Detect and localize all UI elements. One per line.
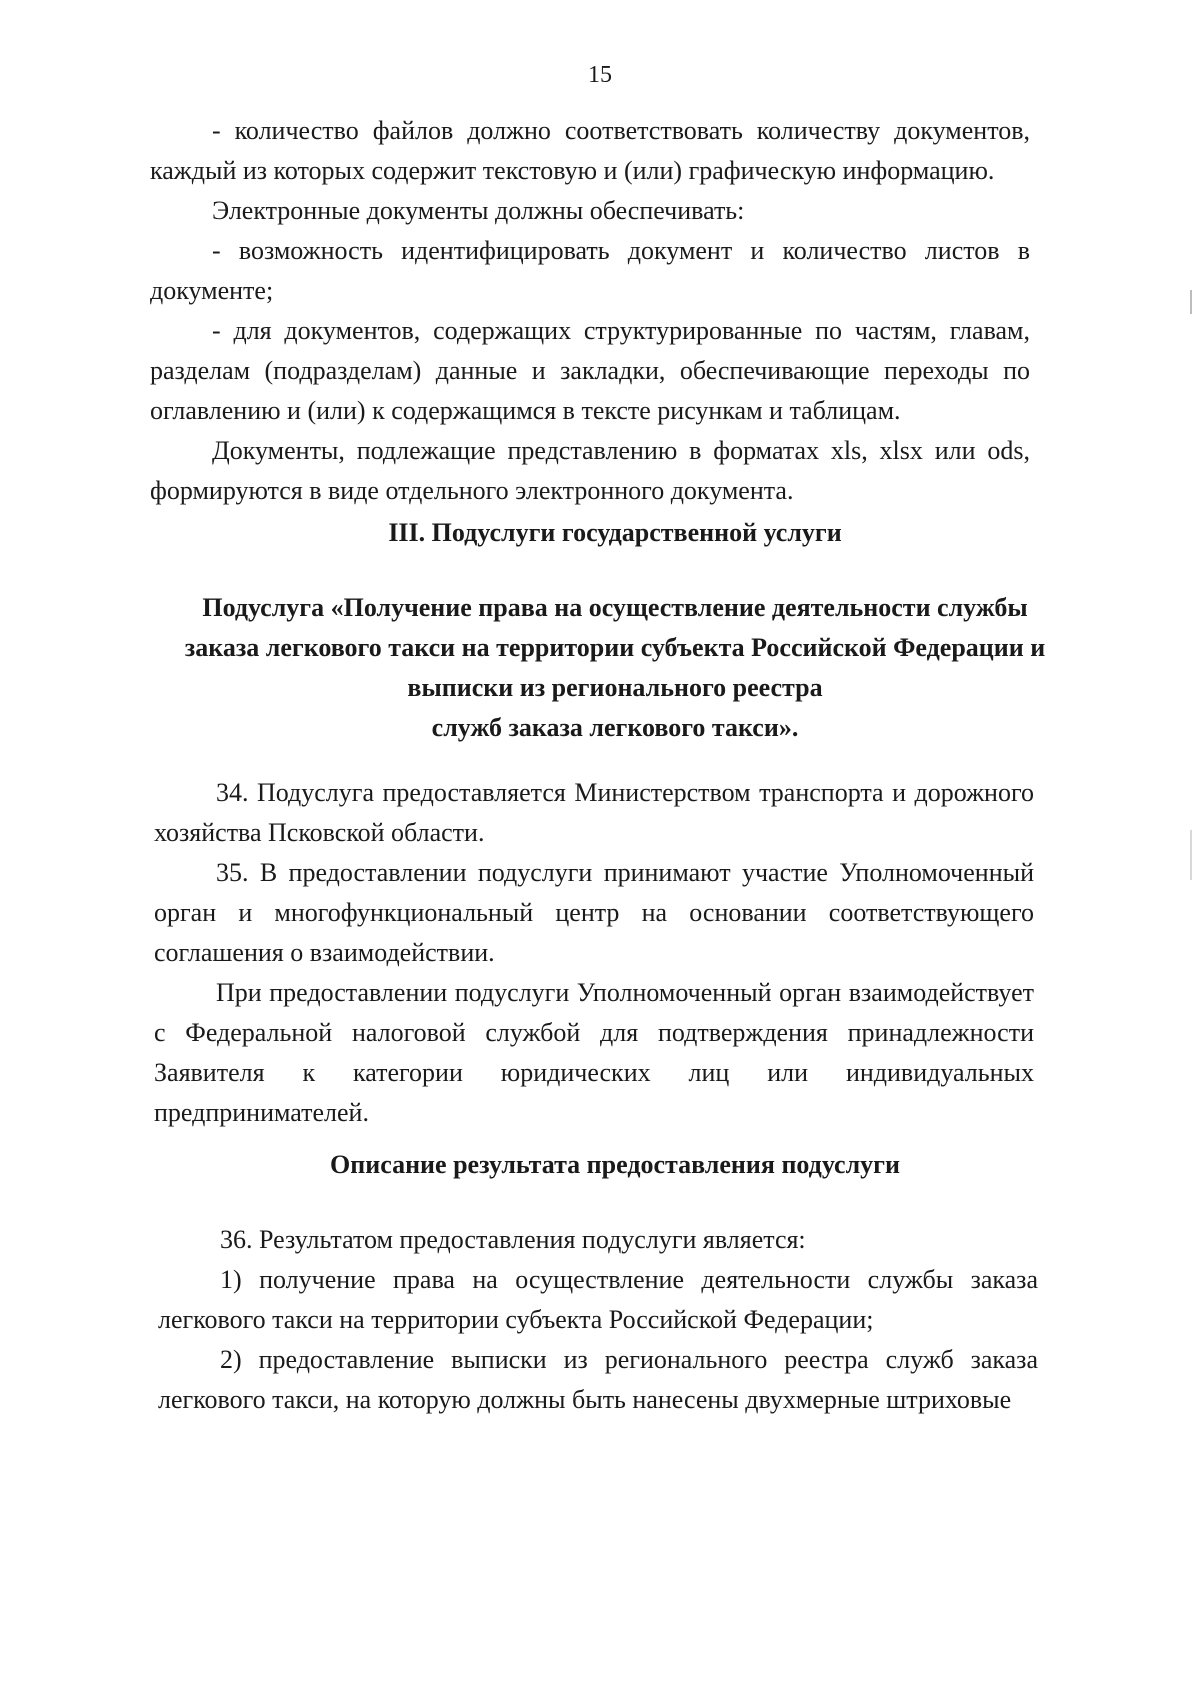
paragraph: 36. Результатом предоставления подуслуги является: bbox=[220, 1225, 806, 1254]
paragraph: Документы, подлежащие представлению в форматах xls, xlsx или ods, формируются в виде отдельного электронного документа. bbox=[150, 436, 1030, 505]
text-block-formats bbox=[150, 111, 1030, 511]
subsection-title-line: Подуслуга «Получение права на осуществление деятельности службы bbox=[202, 593, 1028, 622]
paragraph: Электронные документы должны обеспечивать: bbox=[212, 196, 745, 225]
paragraph: 2) предоставление выписки из регионального реестра служб заказа легкового такси, на которую должны быть нанесены двухмерные штриховые bbox=[158, 1345, 1038, 1414]
result-title: Описание результата предоставления подуслуги bbox=[330, 1150, 900, 1179]
page-number: 15 bbox=[588, 62, 612, 88]
text-block-result bbox=[158, 1220, 1038, 1420]
paragraph: 35. В предоставлении подуслуги принимают участие Уполномоченный орган и многофункциональный центр на основании соответствующего соглашения о взаимодействии. bbox=[154, 858, 1034, 967]
scan-artifact bbox=[1190, 830, 1192, 880]
subsection-title-line: заказа легкового такси на территории субъекта Российской Федерации и bbox=[184, 633, 1046, 662]
paragraph: - количество файлов должно соответствовать количеству документов, каждый из которых содержит текстовую и (или) графическую информацию. bbox=[150, 116, 1030, 185]
subsection-title bbox=[150, 588, 1080, 748]
paragraph: - возможность идентифицировать документ и количество листов в документе; bbox=[150, 236, 1030, 305]
text-block-subservice bbox=[154, 773, 1034, 1133]
paragraph: 1) получение права на осуществление деятельности службы заказа легкового такси на территории субъекта Российской Федерации; bbox=[158, 1265, 1038, 1334]
subsection-title-line: выписки из регионального реестра bbox=[407, 673, 823, 702]
subsection-title-line: служб заказа легкового такси». bbox=[431, 713, 799, 742]
scan-artifact bbox=[1190, 290, 1192, 314]
paragraph: - для документов, содержащих структурированные по частям, главам, разделам (подразделам) данные и закладки, обеспечивающие переходы по оглавлению и (или) к содержащимся в тексте рисункам и таблицам. bbox=[150, 316, 1030, 425]
paragraph: При предоставлении подуслуги Уполномоченный орган взаимодействует с Федеральной налоговой службой для подтверждения принадлежности Заявителя к категории юридических лиц или индивидуальных предпринимателей. bbox=[154, 978, 1034, 1127]
section-title: III. Подуслуги государственной услуги bbox=[388, 518, 842, 547]
paragraph: 34. Подуслуга предоставляется Министерством транспорта и дорожного хозяйства Псковской области. bbox=[154, 778, 1034, 847]
